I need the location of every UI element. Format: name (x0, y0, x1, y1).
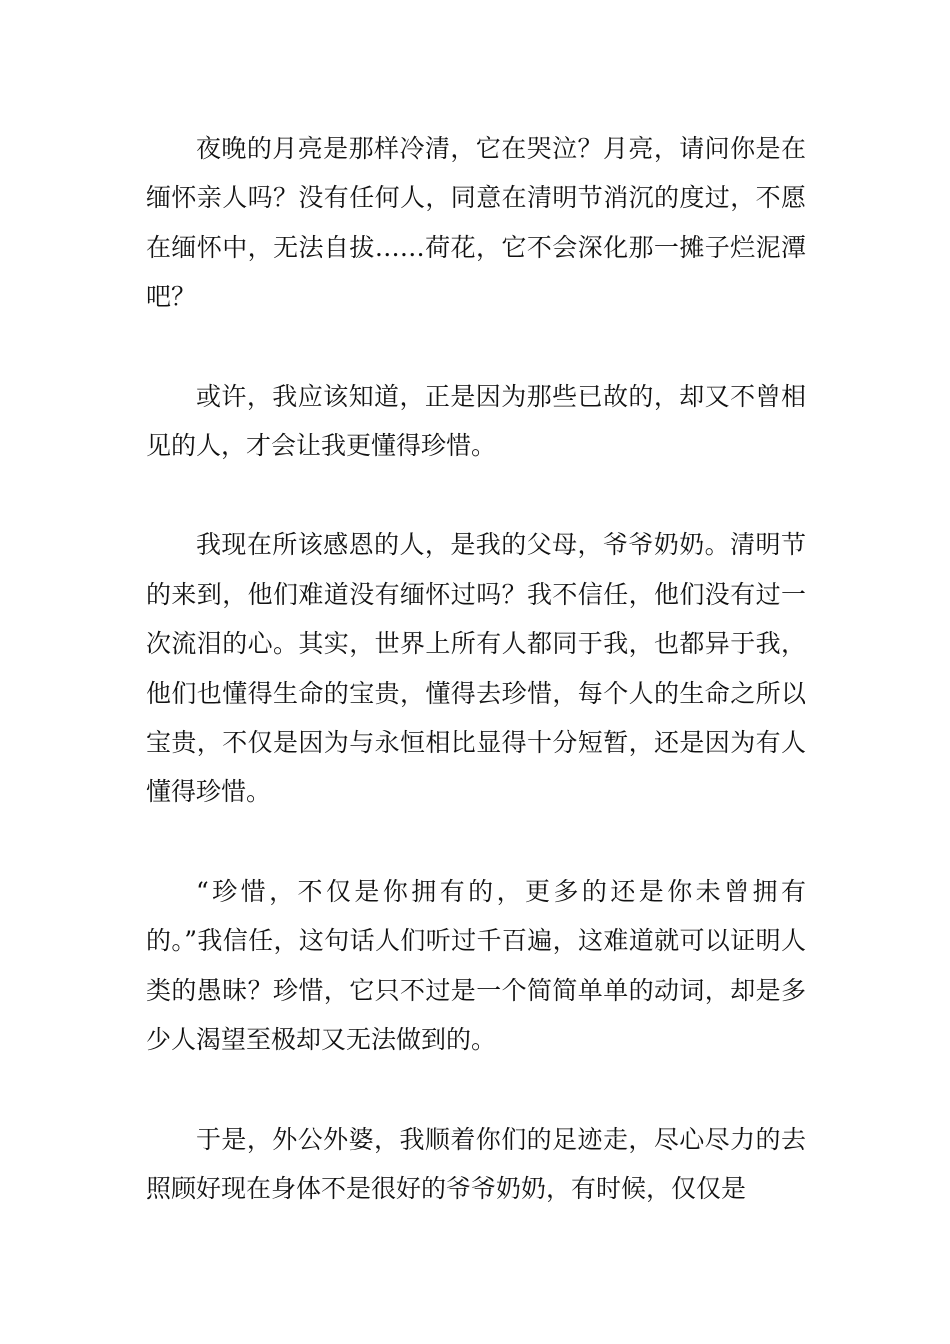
paragraph-5: 于是，外公外婆，我顺着你们的足迹走，尽心尽力的去照顾好现在身体不是很好的爷爷奶奶，有时候，仅仅是 (146, 1124, 806, 1203)
paragraph-2: 或许，我应该知道，正是因为那些已故的，却又不曾相见的人，才会让我更懂得珍惜。 (146, 381, 806, 461)
document-body (146, 124, 806, 1213)
paragraph-1: 夜晚的月亮是那样冷清，它在哭泣？月亮，请问你是在缅怀亲人吗？没有任何人，同意在清明节消沉的度过，不愿在缅怀中，无法自拔……荷花，它不会深化那一摊子烂泥潭吧？ (146, 134, 806, 312)
paragraph-3: 我现在所该感恩的人，是我的父母，爷爷奶奶。清明节的来到，他们难道没有缅怀过吗？我不信任，他们没有过一次流泪的心。其实，世界上所有人都同于我，也都异于我，他们也懂得生命的宝贵，懂得去珍惜，每个人的生命之所以宝贵，不仅是因为与永恒相比显得十分短暂，还是因为有人懂得珍惜。 (146, 530, 806, 807)
paragraph-4: “珍惜，不仅是你拥有的，更多的还是你未曾拥有的。”我信任，这句话人们听过千百遍，这难道就可以证明人类的愚昧？珍惜，它只不过是一个简简单单的动词，却是多少人渴望至极却又无法做到的。 (146, 876, 806, 1055)
